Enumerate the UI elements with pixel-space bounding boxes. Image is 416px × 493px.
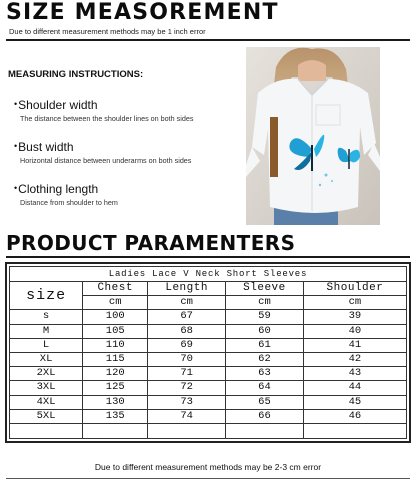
column-header-length: Length <box>148 282 226 296</box>
table-caption: Ladies Lace V Neck Short Sleeves <box>10 267 407 282</box>
size-cell: L <box>10 338 83 352</box>
unit-cell: cm <box>303 296 406 310</box>
value-cell: 45 <box>303 395 406 409</box>
value-cell: 100 <box>83 310 148 324</box>
value-cell: 64 <box>226 381 304 395</box>
size-chart-table <box>5 262 411 443</box>
instruction-length <box>14 182 244 207</box>
instruction-label: Clothing length <box>18 182 99 196</box>
table-row <box>10 409 407 423</box>
value-cell: 135 <box>83 409 148 423</box>
bullet-icon: • <box>14 99 18 109</box>
value-cell: 42 <box>303 352 406 366</box>
divider <box>6 256 410 258</box>
size-cell: s <box>10 310 83 324</box>
instruction-shoulder <box>14 98 244 123</box>
value-cell: 60 <box>226 324 304 338</box>
unit-cell: cm <box>148 296 226 310</box>
value-cell: 68 <box>148 324 226 338</box>
column-header-shoulder: Shoulder <box>303 282 406 296</box>
value-cell: 70 <box>148 352 226 366</box>
value-cell: 46 <box>303 409 406 423</box>
empty-cell <box>10 423 83 438</box>
value-cell: 73 <box>148 395 226 409</box>
instruction-bust <box>14 140 244 165</box>
size-column-header: size <box>10 282 83 310</box>
column-header-chest: Chest <box>83 282 148 296</box>
empty-cell <box>83 423 148 438</box>
table-row <box>10 324 407 338</box>
value-cell: 67 <box>148 310 226 324</box>
table-row <box>10 338 407 352</box>
value-cell: 69 <box>148 338 226 352</box>
value-cell: 125 <box>83 381 148 395</box>
value-cell: 71 <box>148 367 226 381</box>
value-cell: 43 <box>303 367 406 381</box>
bottom-error-note: Due to different measurement methods may be 2-3 cm error <box>94 462 322 472</box>
unit-cell: cm <box>226 296 304 310</box>
size-cell: 2XL <box>10 367 83 381</box>
instruction-label: Bust width <box>18 140 74 154</box>
product-photo <box>246 47 380 225</box>
table-row <box>10 367 407 381</box>
column-header-sleeve: Sleeve <box>226 282 304 296</box>
value-cell: 44 <box>303 381 406 395</box>
instruction-desc: Distance from shoulder to hem <box>20 198 118 207</box>
value-cell: 110 <box>83 338 148 352</box>
empty-row <box>10 423 407 438</box>
size-measurement-title: SIZE MEASOREMENT <box>6 0 279 25</box>
value-cell: 74 <box>148 409 226 423</box>
value-cell: 120 <box>83 367 148 381</box>
size-cell: M <box>10 324 83 338</box>
value-cell: 40 <box>303 324 406 338</box>
table-row <box>10 310 407 324</box>
bullet-icon: • <box>14 183 18 193</box>
divider <box>6 478 410 479</box>
value-cell: 41 <box>303 338 406 352</box>
empty-cell <box>303 423 406 438</box>
unit-cell: cm <box>83 296 148 310</box>
value-cell: 72 <box>148 381 226 395</box>
value-cell: 59 <box>226 310 304 324</box>
measuring-instructions-title: MEASURING INSTRUCTIONS: <box>8 69 144 80</box>
value-cell: 61 <box>226 338 304 352</box>
size-cell: XL <box>10 352 83 366</box>
table-row <box>10 381 407 395</box>
model-illustration <box>246 47 380 225</box>
value-cell: 63 <box>226 367 304 381</box>
value-cell: 115 <box>83 352 148 366</box>
product-parameters-title: PRODUCT PARAMENTERS <box>6 231 296 255</box>
value-cell: 130 <box>83 395 148 409</box>
empty-cell <box>226 423 304 438</box>
size-cell: 3XL <box>10 381 83 395</box>
table-row <box>10 352 407 366</box>
value-cell: 65 <box>226 395 304 409</box>
value-cell: 39 <box>303 310 406 324</box>
instruction-desc: The distance between the shoulder lines on both sides <box>20 114 194 123</box>
instruction-desc: Horizontal distance between underarms on both sides <box>20 156 192 165</box>
table-row <box>10 395 407 409</box>
value-cell: 105 <box>83 324 148 338</box>
value-cell: 62 <box>226 352 304 366</box>
divider <box>6 39 410 41</box>
value-cell: 66 <box>226 409 304 423</box>
empty-cell <box>148 423 226 438</box>
bullet-icon: • <box>14 141 18 151</box>
size-cell: 5XL <box>10 409 83 423</box>
size-cell: 4XL <box>10 395 83 409</box>
measurement-error-note: Due to different measurement methods may be 1 inch error <box>9 27 206 36</box>
instruction-label: Shoulder width <box>18 98 98 112</box>
